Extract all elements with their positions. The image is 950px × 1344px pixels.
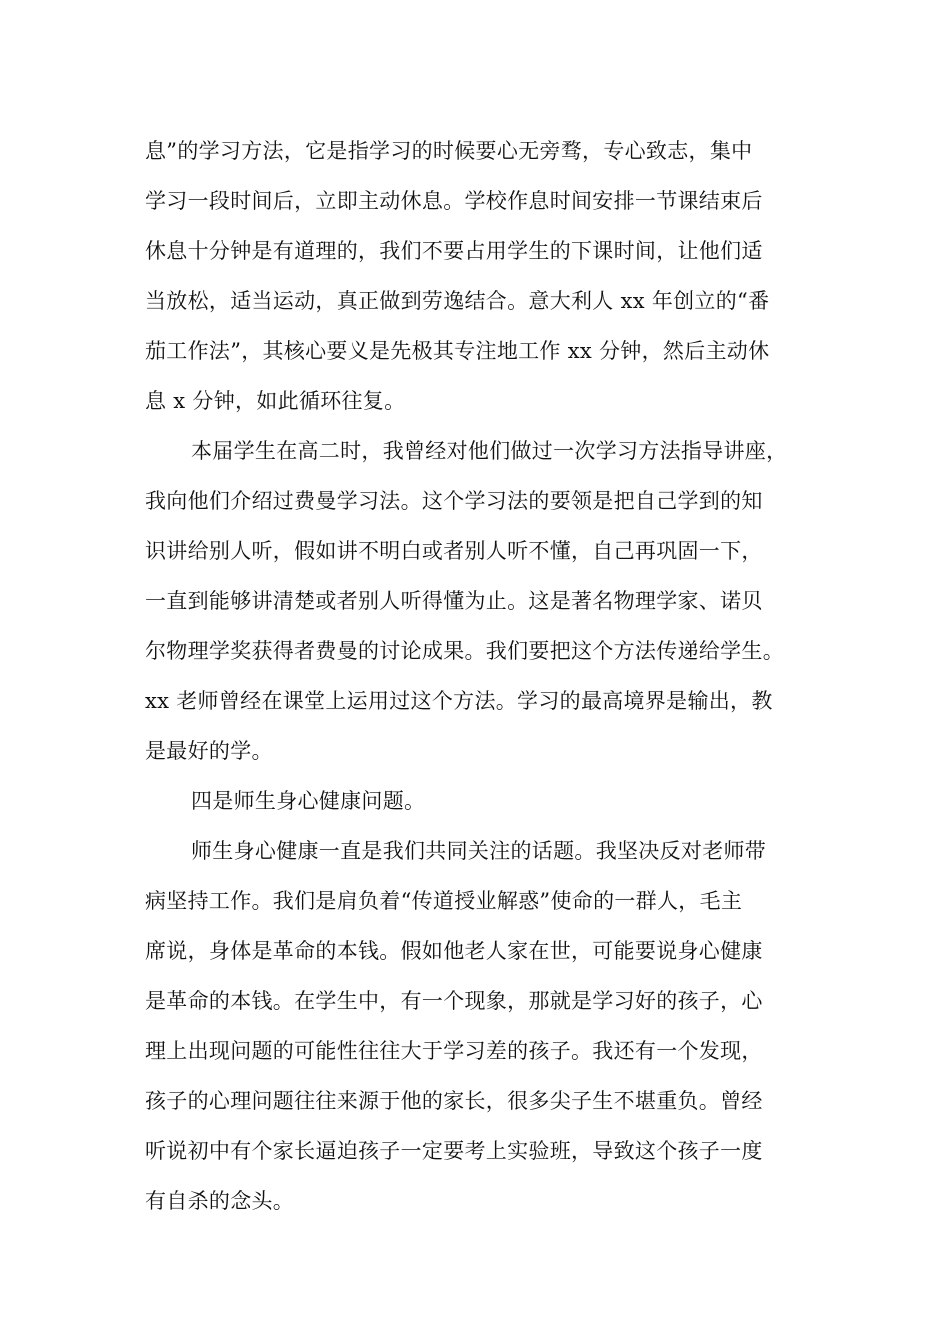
text-line: 病坚持工作。我们是肩负着“传道授业解惑”使命的一群人，毛主 bbox=[145, 889, 743, 913]
document-body bbox=[145, 126, 825, 1226]
text-line: 本届学生在高二时，我曾经对他们做过一次学习方法指导讲座， bbox=[191, 439, 788, 463]
text-line: 理上出现问题的可能性往往大于学习差的孩子。我还有一个发现， bbox=[145, 1039, 763, 1063]
text-line: 孩子的心理问题往往来源于他的家长，很多尖子生不堪重负。曾经 bbox=[145, 1089, 763, 1113]
text-line: 四是师生身心健康问题。 bbox=[191, 789, 426, 813]
text-line: 尔物理学奖获得者费曼的讨论成果。我们要把这个方法传递给学生。 bbox=[145, 639, 784, 663]
text-line: 识讲给别人听，假如讲不明白或者别人听不懂，自己再巩固一下， bbox=[145, 539, 763, 563]
text-line: 我向他们介绍过费曼学习法。这个学习法的要领是把自己学到的知 bbox=[145, 489, 763, 513]
text-line: 师生身心健康一直是我们共同关注的话题。我坚决反对老师带 bbox=[191, 839, 767, 863]
text-line: 学习一段时间后，立即主动休息。学校作息时间安排一节课结束后 bbox=[145, 189, 763, 213]
section-heading bbox=[145, 776, 825, 826]
text-line: 休息十分钟是有道理的，我们不要占用学生的下课时间，让他们适 bbox=[145, 239, 763, 263]
text-line: 息 x 分钟，如此循环往复。 bbox=[145, 389, 406, 413]
text-line: 是革命的本钱。在学生中，有一个现象，那就是学习好的孩子，心 bbox=[145, 989, 763, 1013]
text-line: 有自杀的念头。 bbox=[145, 1189, 295, 1213]
paragraph-feynman-method bbox=[145, 426, 825, 776]
text-line: 当放松，适当运动，真正做到劳逸结合。意大利人 xx 年创立的“番 bbox=[145, 289, 770, 313]
text-line: 是最好的学。 bbox=[145, 739, 273, 763]
text-line: xx 老师曾经在课堂上运用过这个方法。学习的最高境界是输出，教 bbox=[145, 689, 773, 713]
text-line: 茄工作法”，其核心要义是先极其专注地工作 xx 分钟，然后主动休 bbox=[145, 339, 770, 363]
paragraph-health bbox=[145, 826, 825, 1226]
text-line: 席说，身体是革命的本钱。假如他老人家在世，可能要说身心健康 bbox=[145, 939, 763, 963]
paragraph-study-rest bbox=[145, 126, 825, 426]
text-line: 一直到能够讲清楚或者别人听得懂为止。这是著名物理学家、诺贝 bbox=[145, 589, 763, 613]
text-line: 听说初中有个家长逼迫孩子一定要考上实验班，导致这个孩子一度 bbox=[145, 1139, 763, 1163]
text-line: 息”的学习方法，它是指学习的时候要心无旁骛，专心致志，集中 bbox=[145, 139, 753, 163]
